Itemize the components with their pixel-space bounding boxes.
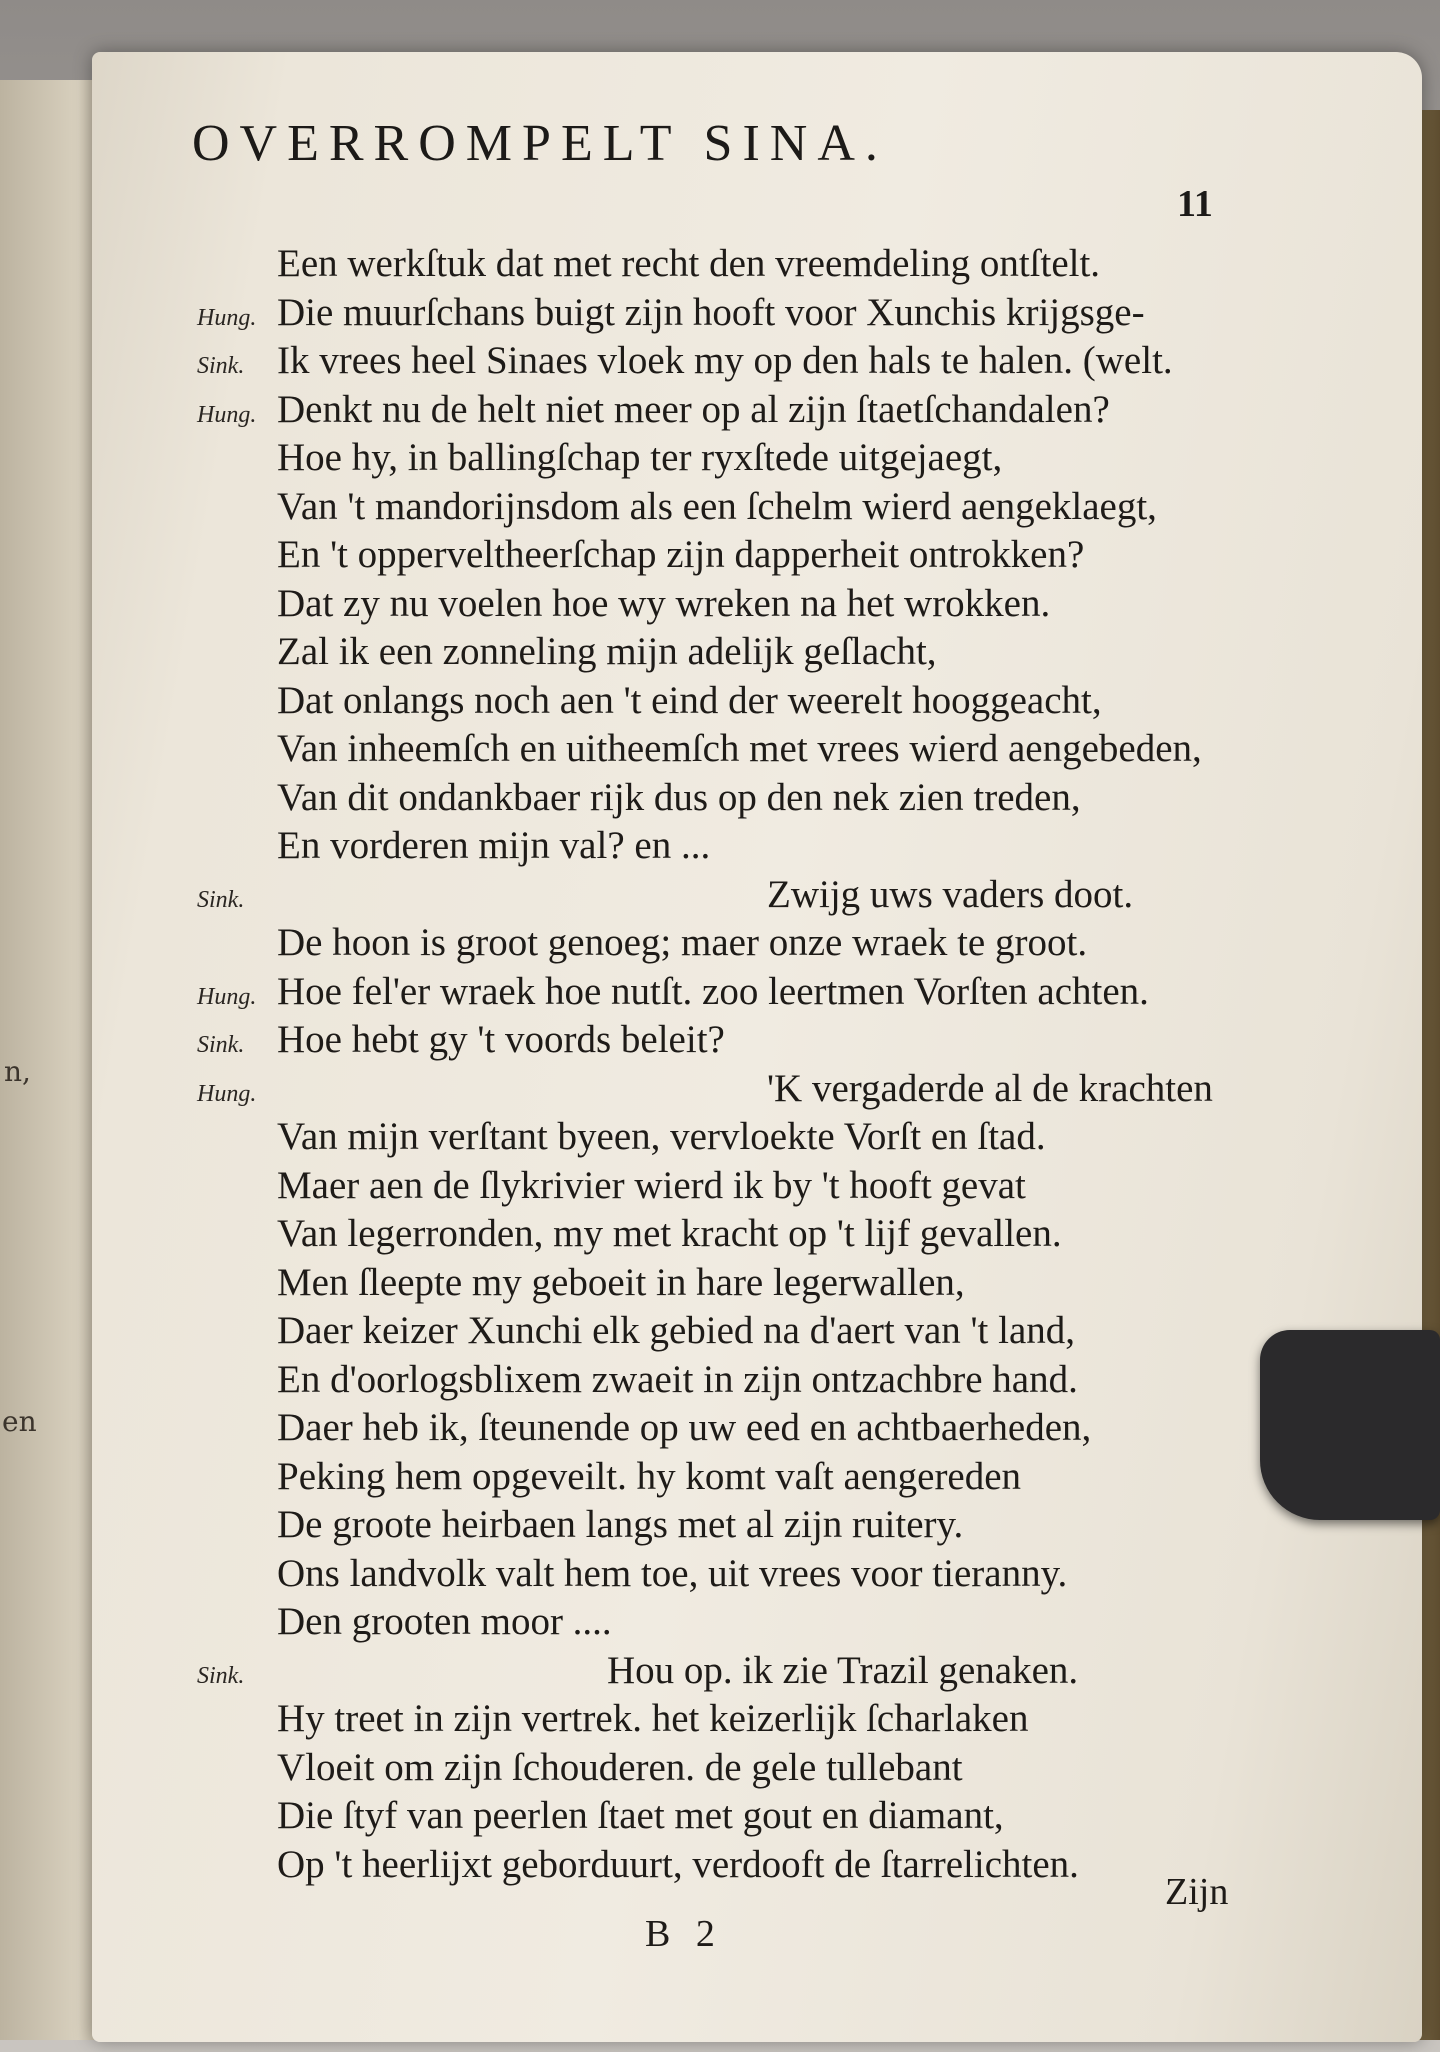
verse-line (197, 1841, 1322, 1890)
book-page (92, 52, 1422, 2042)
verse-line (197, 434, 1322, 483)
speaker-label: Sink. (197, 1662, 245, 1689)
facing-page-fragment: en (2, 1405, 37, 1438)
verse-line (197, 580, 1322, 629)
verse-line (197, 1210, 1322, 1259)
verse-line (197, 483, 1322, 532)
verse-line (197, 1113, 1322, 1162)
verse-line (197, 1162, 1322, 1211)
verse-line (197, 1065, 1322, 1114)
verse-line (197, 1744, 1322, 1793)
speaker-label: Sink. (197, 886, 245, 913)
cloth-bookmark (1260, 1330, 1440, 1520)
verse-line (197, 1695, 1322, 1744)
verse-line (197, 677, 1322, 726)
verse-text (197, 240, 1322, 1889)
line-text-continued: 'K vergaderde al de krachten (767, 1066, 1213, 1110)
speaker-label: Hung. (197, 401, 257, 428)
speaker-label: Hung. (197, 1080, 257, 1107)
verse-line (197, 871, 1322, 920)
line-text: Die ſtyf van peerlen ſtaet met gout en diamant, (277, 1794, 1004, 1837)
verse-line (197, 968, 1322, 1017)
verse-line (197, 1307, 1322, 1356)
verse-line (197, 531, 1322, 580)
line-text: De hoon is groot genoeg; maer onze wraek te groot. (277, 921, 1088, 964)
speaker-label: Sink. (197, 353, 245, 379)
verse-line (197, 919, 1322, 968)
line-text: Van 't mandorijnsdom als een ſchelm wierd aengeklaegt, (277, 484, 1157, 528)
line-text: Hoe fel'er wraek hoe nutſt. zoo leertmen Vorſten achten. (277, 969, 1149, 1013)
running-title: OVERROMPELT SINA. (192, 115, 888, 172)
verse-line (197, 289, 1322, 338)
line-text: Op 't heerlijxt geborduurt, verdooft de ſtarrelichten. (277, 1842, 1079, 1886)
line-text-continued: Zwijg uws vaders doot. (767, 872, 1134, 916)
speaker-label: Hung. (197, 983, 257, 1010)
speaker-label: Hung. (197, 304, 257, 331)
line-text: Ik vrees heel Sinaes vloek my op den hals te halen. (welt. (277, 339, 1173, 382)
line-text: Peking hem opgeveilt. hy komt vaſt aengereden (277, 1454, 1022, 1498)
line-text: Denkt nu de helt niet meer op al zijn ſtaetſchandalen? (277, 387, 1110, 431)
verse-line (197, 725, 1322, 774)
line-text: Men ſleepte my geboeit in hare legerwallen, (277, 1260, 965, 1304)
line-text: Dat onlangs noch aen 't eind der weerelt hooggeacht, (277, 678, 1102, 722)
line-text: Zal ik een zonneling mijn adelijk geſlacht, (277, 630, 937, 673)
line-text: Een werkſtuk dat met recht den vreemdeling ontſtelt. (277, 242, 1101, 285)
line-text: Vloeit om zijn ſchouderen. de gele tullebant (277, 1745, 963, 1789)
line-text: Hy treet in zijn vertrek. het keizerlijk ſcharlaken (277, 1697, 1029, 1740)
line-text: Van legerronden, my met kracht op 't lijf gevallen. (277, 1212, 1062, 1255)
line-text: Hoe hebt gy 't voords beleit? (277, 1018, 725, 1061)
verse-line (197, 1404, 1322, 1453)
line-text: Van inheemſch en uitheemſch met vrees wierd aengebeden, (277, 727, 1202, 770)
verse-line (197, 386, 1322, 435)
verse-line (197, 1598, 1322, 1647)
verse-line (197, 1356, 1322, 1405)
line-text: Daer keizer Xunchi elk gebied na d'aert van 't land, (277, 1309, 1076, 1352)
line-text: Ons landvolk valt hem toe, uit vrees voor tieranny. (277, 1551, 1068, 1595)
line-text: Dat zy nu voelen hoe wy wreken na het wrokken. (277, 581, 1051, 625)
line-text: En vorderen mijn val? en ... (277, 824, 711, 867)
line-text-continued: Hou op. ik zie Trazil genaken. (607, 1648, 1079, 1692)
verse-line (197, 774, 1322, 823)
verse-line (197, 1259, 1322, 1308)
verse-line (197, 1550, 1322, 1599)
signature-mark: B 2 (645, 1913, 723, 1955)
line-text: En d'oorlogsblixem zwaeit in zijn ontzachbre hand. (277, 1357, 1078, 1401)
verse-line (197, 240, 1322, 289)
line-text: Die muurſchans buigt zijn hooft voor Xunchis krijgsge- (277, 290, 1145, 334)
line-text: Daer heb ik, ſteunende op uw eed en achtbaerheden, (277, 1406, 1092, 1449)
line-text: Van dit ondankbaer rijk dus op den nek zien treden, (277, 775, 1081, 819)
verse-line (197, 1647, 1322, 1696)
verse-line (197, 1501, 1322, 1550)
verse-line (197, 1016, 1322, 1065)
verse-line (197, 1453, 1322, 1502)
line-text: De groote heirbaen langs met al zijn ruitery. (277, 1503, 964, 1546)
facing-page-fragment: n, (4, 1055, 31, 1088)
catchword: Zijn (1165, 1871, 1229, 1913)
verse-line (197, 1792, 1322, 1841)
verse-line (197, 628, 1322, 677)
line-text: En 't opperveltheerſchap zijn dapperheit ontrokken? (277, 533, 1085, 576)
speaker-label: Sink. (197, 1032, 245, 1058)
line-text: Van mijn verſtant byeen, vervloekte Vorſt en ſtad. (277, 1115, 1046, 1158)
verse-line (197, 822, 1322, 871)
line-text: Maer aen de ſlykrivier wierd ik by 't hooft gevat (277, 1163, 1026, 1207)
line-text: Den grooten moor .... (277, 1600, 612, 1643)
page-number: 11 (1177, 183, 1213, 225)
verse-line (197, 337, 1322, 386)
line-text: Hoe hy, in ballingſchap ter ryxſtede uitgejaegt, (277, 436, 1003, 479)
